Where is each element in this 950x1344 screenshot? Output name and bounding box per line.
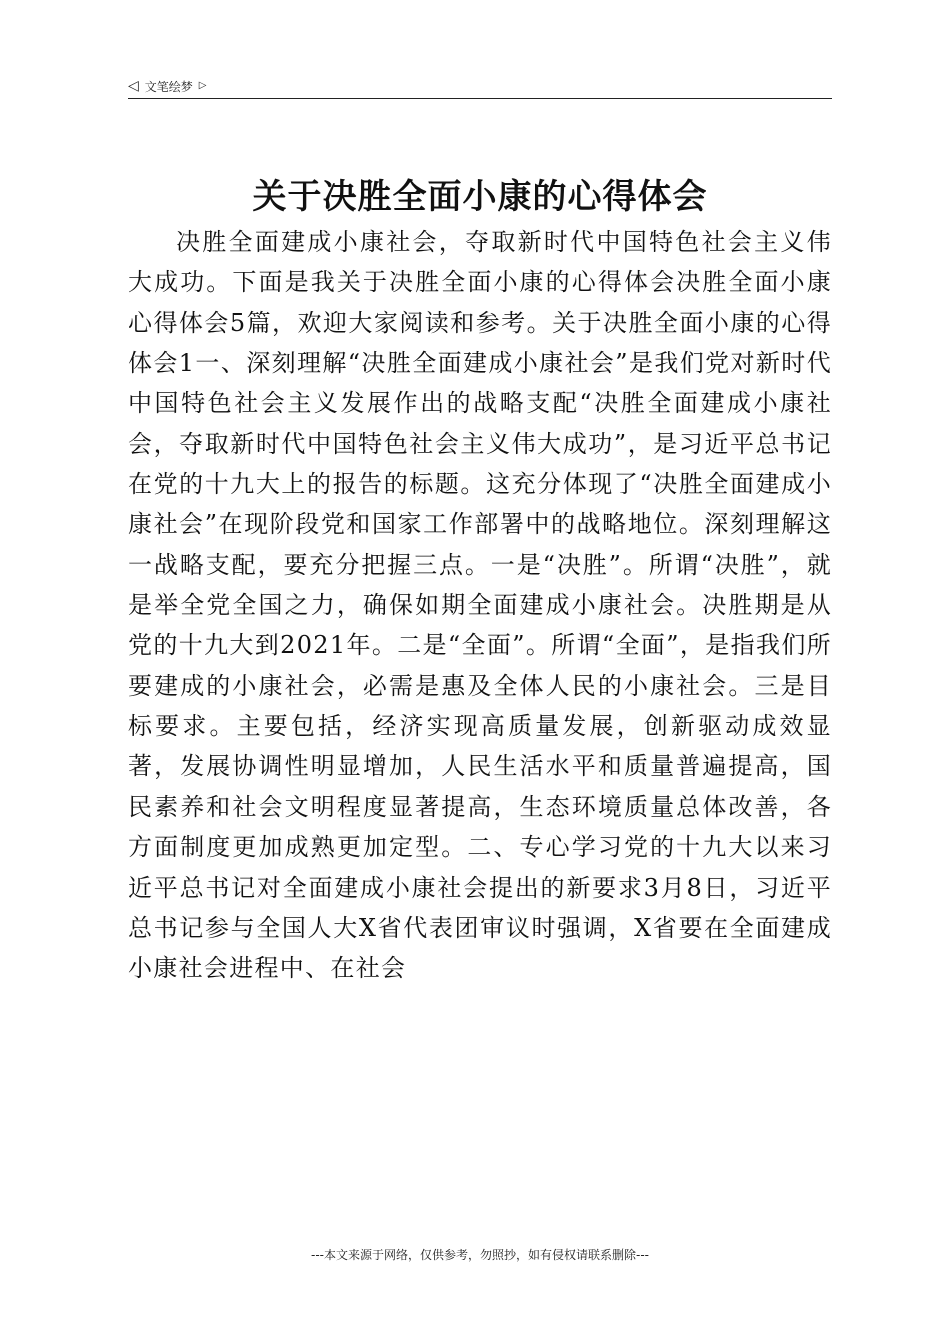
header-brand: 文笔绘梦 — [144, 79, 193, 94]
right-triangle-icon: ▷ — [198, 80, 207, 91]
page-header — [128, 74, 832, 99]
left-triangle-icon: ◁ — [128, 78, 139, 94]
document-body: 决胜全面建成小康社会，夺取新时代中国特色社会主义伟大成功。下面是我关于决胜全面小康的心得体会决胜全面小康心得体会5篇，欢迎大家阅读和参考。关于决胜全面小康的心得体会1一、深刻理解“决胜全面建成小康社会”是我们党对新时代中国特色社会主义发展作出的战略支配“决胜全面建成小康社会，夺取新时代中国特色社会主义伟大成功”，是习近平总书记在党的十九大上的报告的标题。这充分体现了“决胜全面建成小康社会”在现阶段党和国家工作部署中的战略地位。深刻理解这一战略支配，要充分把握三点。一是“决胜”。所谓“决胜”，就是举全党全国之力，确保如期全面建成小康社会。决胜期是从党的十九大到2021年。二是“全面”。所谓“全面”，是指我们所要建成的小康社会，必需是惠及全体人民的小康社会。三是目标要求。主要包括，经济实现高质量发展，创新驱动成效显著，发展协调性明显增加，人民生活水平和质量普遍提高，国民素养和社会文明程度显著提高，生态环境质量总体改善，各方面制度更加成熟更加定型。二、专心学习党的十九大以来习近平总书记对全面建成小康社会提出的新要求3月8日，习近平总书记参与全国人大X省代表团审议时强调，X省要在全面建成小康社会进程中、在社会 — [128, 228, 832, 983]
page-footer-notice: ---本文来源于网络，仅供参考，勿照抄，如有侵权请联系删除--- — [311, 1248, 649, 1262]
document-title: 关于决胜全面小康的心得体会 — [252, 177, 708, 217]
